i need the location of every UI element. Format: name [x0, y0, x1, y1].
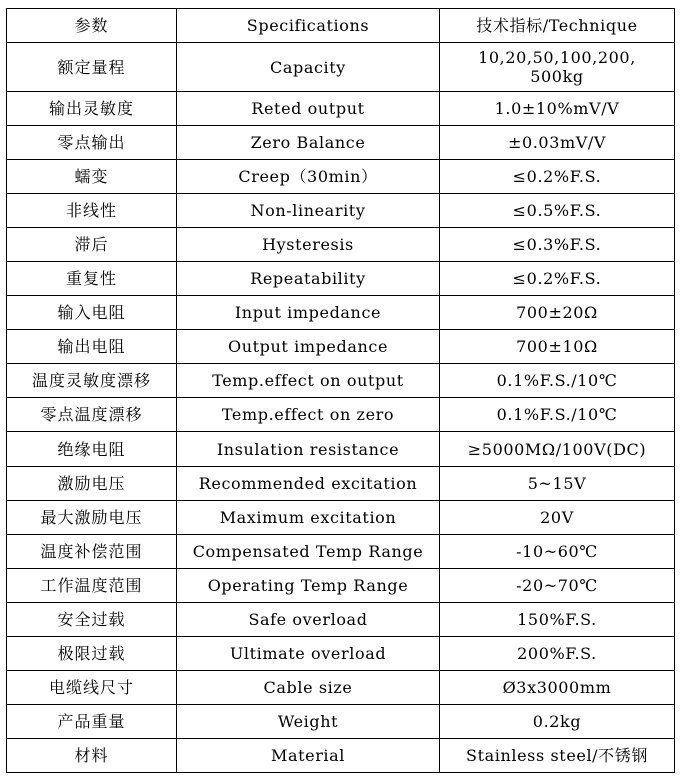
table-row — [7, 705, 675, 739]
param-cell: 温度灵敏度漂移 — [7, 364, 177, 398]
param-cell: 额定量程 — [7, 43, 177, 92]
param-cell: 输出电阻 — [7, 330, 177, 364]
tech-cell: ≥5000MΩ/100V(DC) — [440, 432, 675, 467]
spec-cell: Temp.effect on output — [177, 364, 440, 398]
spec-cell: Recommended excitation — [177, 467, 440, 501]
table-row — [7, 739, 675, 773]
param-cell: 安全过载 — [7, 603, 177, 637]
table-row — [7, 569, 675, 603]
param-cell: 滞后 — [7, 228, 177, 262]
table-row — [7, 296, 675, 330]
param-cell: 电缆线尺寸 — [7, 671, 177, 705]
tech-cell: 10,20,50,100,200, 500kg — [440, 43, 675, 92]
header-spec: Specifications — [177, 9, 440, 43]
spec-sheet — [6, 8, 674, 773]
table-row — [7, 92, 675, 126]
spec-cell: Zero Balance — [177, 126, 440, 160]
tech-cell: ≤0.2%F.S. — [440, 160, 675, 194]
table-row — [7, 364, 675, 398]
spec-cell: Output impedance — [177, 330, 440, 364]
tech-cell: ≤0.2%F.S. — [440, 262, 675, 296]
table-row — [7, 501, 675, 535]
spec-cell: Cable size — [177, 671, 440, 705]
tech-cell: -20~70℃ — [440, 569, 675, 603]
param-cell: 极限过载 — [7, 637, 177, 671]
spec-cell: Safe overload — [177, 603, 440, 637]
table-row — [7, 262, 675, 296]
header-param: 参数 — [7, 9, 177, 43]
table-row — [7, 228, 675, 262]
spec-cell: Material — [177, 739, 440, 773]
tech-cell: 0.1%F.S./10℃ — [440, 364, 675, 398]
table-row — [7, 467, 675, 501]
table-row — [7, 603, 675, 637]
spec-cell: Operating Temp Range — [177, 569, 440, 603]
tech-cell: 0.1%F.S./10℃ — [440, 398, 675, 432]
header-tech: 技术指标/Technique — [440, 9, 675, 43]
spec-cell: Compensated Temp Range — [177, 535, 440, 569]
table-row — [7, 43, 675, 92]
spec-cell: Capacity — [177, 43, 440, 92]
table-row — [7, 398, 675, 432]
tech-cell: 700±20Ω — [440, 296, 675, 330]
tech-cell: 150%F.S. — [440, 603, 675, 637]
tech-cell: ≤0.3%F.S. — [440, 228, 675, 262]
spec-cell: Weight — [177, 705, 440, 739]
table-row — [7, 535, 675, 569]
table-row — [7, 637, 675, 671]
tech-cell: 0.2kg — [440, 705, 675, 739]
table-row — [7, 330, 675, 364]
param-cell: 工作温度范围 — [7, 569, 177, 603]
tech-cell: ≤0.5%F.S. — [440, 194, 675, 228]
tech-cell: 20V — [440, 501, 675, 535]
spec-cell: Repeatability — [177, 262, 440, 296]
spec-cell: Non-linearity — [177, 194, 440, 228]
param-cell: 激励电压 — [7, 467, 177, 501]
spec-cell: Hysteresis — [177, 228, 440, 262]
param-cell: 输入电阻 — [7, 296, 177, 330]
tech-cell: 1.0±10%mV/V — [440, 92, 675, 126]
tech-cell: Ø3x3000mm — [440, 671, 675, 705]
param-cell: 零点温度漂移 — [7, 398, 177, 432]
table-row — [7, 126, 675, 160]
table-header-row — [7, 9, 675, 43]
tech-cell: Stainless steel/不锈钢 — [440, 739, 675, 773]
param-cell: 材料 — [7, 739, 177, 773]
tech-cell: ±0.03mV/V — [440, 126, 675, 160]
param-cell: 蠕变 — [7, 160, 177, 194]
param-cell: 输出灵敏度 — [7, 92, 177, 126]
table-row — [7, 194, 675, 228]
param-cell: 产品重量 — [7, 705, 177, 739]
param-cell: 温度补偿范围 — [7, 535, 177, 569]
param-cell: 零点输出 — [7, 126, 177, 160]
spec-cell: Ultimate overload — [177, 637, 440, 671]
spec-cell: Reted output — [177, 92, 440, 126]
param-cell: 非线性 — [7, 194, 177, 228]
spec-cell: Creep（30min） — [177, 160, 440, 194]
param-cell: 绝缘电阻 — [7, 432, 177, 467]
spec-cell: Temp.effect on zero — [177, 398, 440, 432]
tech-cell: 700±10Ω — [440, 330, 675, 364]
spec-cell: Input impedance — [177, 296, 440, 330]
param-cell: 最大激励电压 — [7, 501, 177, 535]
spec-cell: Maximum excitation — [177, 501, 440, 535]
tech-cell: 200%F.S. — [440, 637, 675, 671]
table-row — [7, 432, 675, 467]
specifications-table — [6, 8, 675, 773]
param-cell: 重复性 — [7, 262, 177, 296]
tech-cell: 5~15V — [440, 467, 675, 501]
spec-cell: Insulation resistance — [177, 432, 440, 467]
table-row — [7, 671, 675, 705]
table-row — [7, 160, 675, 194]
tech-cell: -10~60℃ — [440, 535, 675, 569]
